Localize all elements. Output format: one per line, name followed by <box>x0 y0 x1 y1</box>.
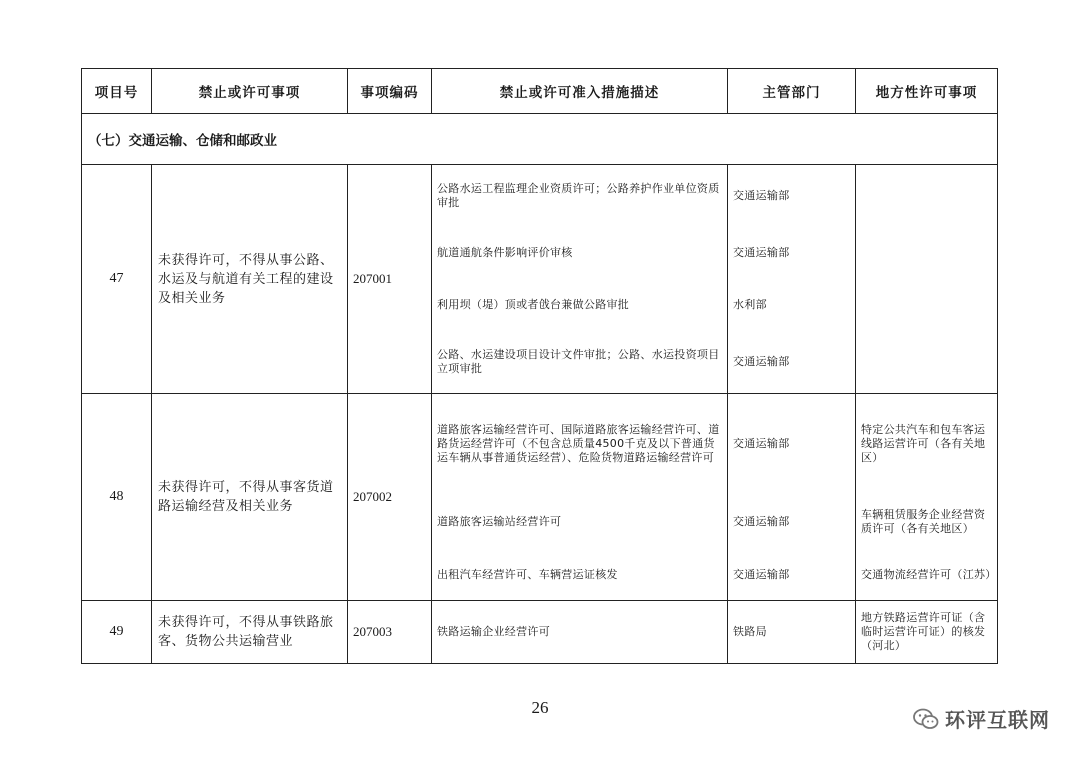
item-code: 207001 <box>348 165 432 394</box>
dept-name: 交通运输部 <box>733 568 790 581</box>
item-number: 49 <box>82 601 152 664</box>
watermark-text: 环评互联网 <box>945 708 1050 732</box>
measure-desc: 道路旅客运输站经营许可 <box>437 515 562 528</box>
measure-desc: 公路、水运建设项目设计文件审批；公路、水运投资项目立项审批 <box>437 348 720 375</box>
permit-table <box>81 68 998 664</box>
dept-column <box>728 165 855 393</box>
item-text: 未获得许可，不得从事铁路旅客、货物公共运输营业 <box>152 601 348 664</box>
local-column <box>856 394 997 600</box>
item-code: 207002 <box>348 394 432 601</box>
watermark <box>913 704 1050 733</box>
page-number: 26 <box>531 698 549 717</box>
local-permit: 地方铁路运营许可证（含临时运营许可证）的核发（河北） <box>861 611 986 652</box>
header-cell: 地方性许可事项 <box>856 69 998 114</box>
measure-desc: 铁路运输企业经营许可 <box>437 625 550 638</box>
dept-column <box>728 601 855 663</box>
section-row <box>82 114 998 165</box>
dept-column <box>728 394 855 600</box>
dept-name: 交通运输部 <box>733 515 790 528</box>
dept-name: 交通运输部 <box>733 355 790 368</box>
item-text: 未获得许可，不得从事公路、水运及与航道有关工程的建设及相关业务 <box>152 165 348 394</box>
dept-name: 铁路局 <box>733 625 767 638</box>
local-permit: 特定公共汽车和包车客运线路运营许可（各有关地区） <box>861 423 986 464</box>
table-row <box>82 601 998 664</box>
dept-name: 交通运输部 <box>733 437 790 450</box>
header-row <box>82 69 998 114</box>
measure-desc: 航道通航条件影响评价审核 <box>437 246 573 259</box>
measure-desc: 出租汽车经营许可、车辆营运证核发 <box>437 568 618 581</box>
local-permit: 车辆租赁服务企业经营资质许可（各有关地区） <box>861 508 986 535</box>
dept-name: 水利部 <box>733 298 767 311</box>
header-cell: 禁止或许可准入措施描述 <box>432 69 728 114</box>
measure-desc: 利用坝（堤）顶或者戗台兼做公路审批 <box>437 298 630 311</box>
item-code: 207003 <box>348 601 432 664</box>
measures-column <box>432 394 727 600</box>
wechat-icon <box>913 708 939 730</box>
header-cell: 禁止或许可事项 <box>152 69 348 114</box>
measure-desc: 公路水运工程监理企业资质许可；公路养护作业单位资质审批 <box>437 182 720 209</box>
dept-name: 交通运输部 <box>733 246 790 259</box>
local-permit-empty <box>856 165 998 394</box>
dept-name: 交通运输部 <box>733 189 790 202</box>
section-title: （七）交通运输、仓储和邮政业 <box>82 114 998 165</box>
measures-column <box>432 601 727 663</box>
local-column <box>856 601 997 663</box>
table-row <box>82 394 998 601</box>
header-cell: 主管部门 <box>728 69 856 114</box>
header-cell: 项目号 <box>82 69 152 114</box>
local-permit: 交通物流经营许可（江苏） <box>861 568 997 581</box>
measure-desc: 道路旅客运输经营许可、国际道路旅客运输经营许可、道路货运经营许可（不包含总质量4500千克及以下普通货运车辆从事普通货运经营）、危险货物道路运输经营许可 <box>437 423 720 464</box>
item-number: 47 <box>82 165 152 394</box>
measures-column <box>432 165 727 393</box>
item-number: 48 <box>82 394 152 601</box>
item-text: 未获得许可，不得从事客货道路运输经营及相关业务 <box>152 394 348 601</box>
header-cell: 事项编码 <box>348 69 432 114</box>
table-row <box>82 165 998 394</box>
